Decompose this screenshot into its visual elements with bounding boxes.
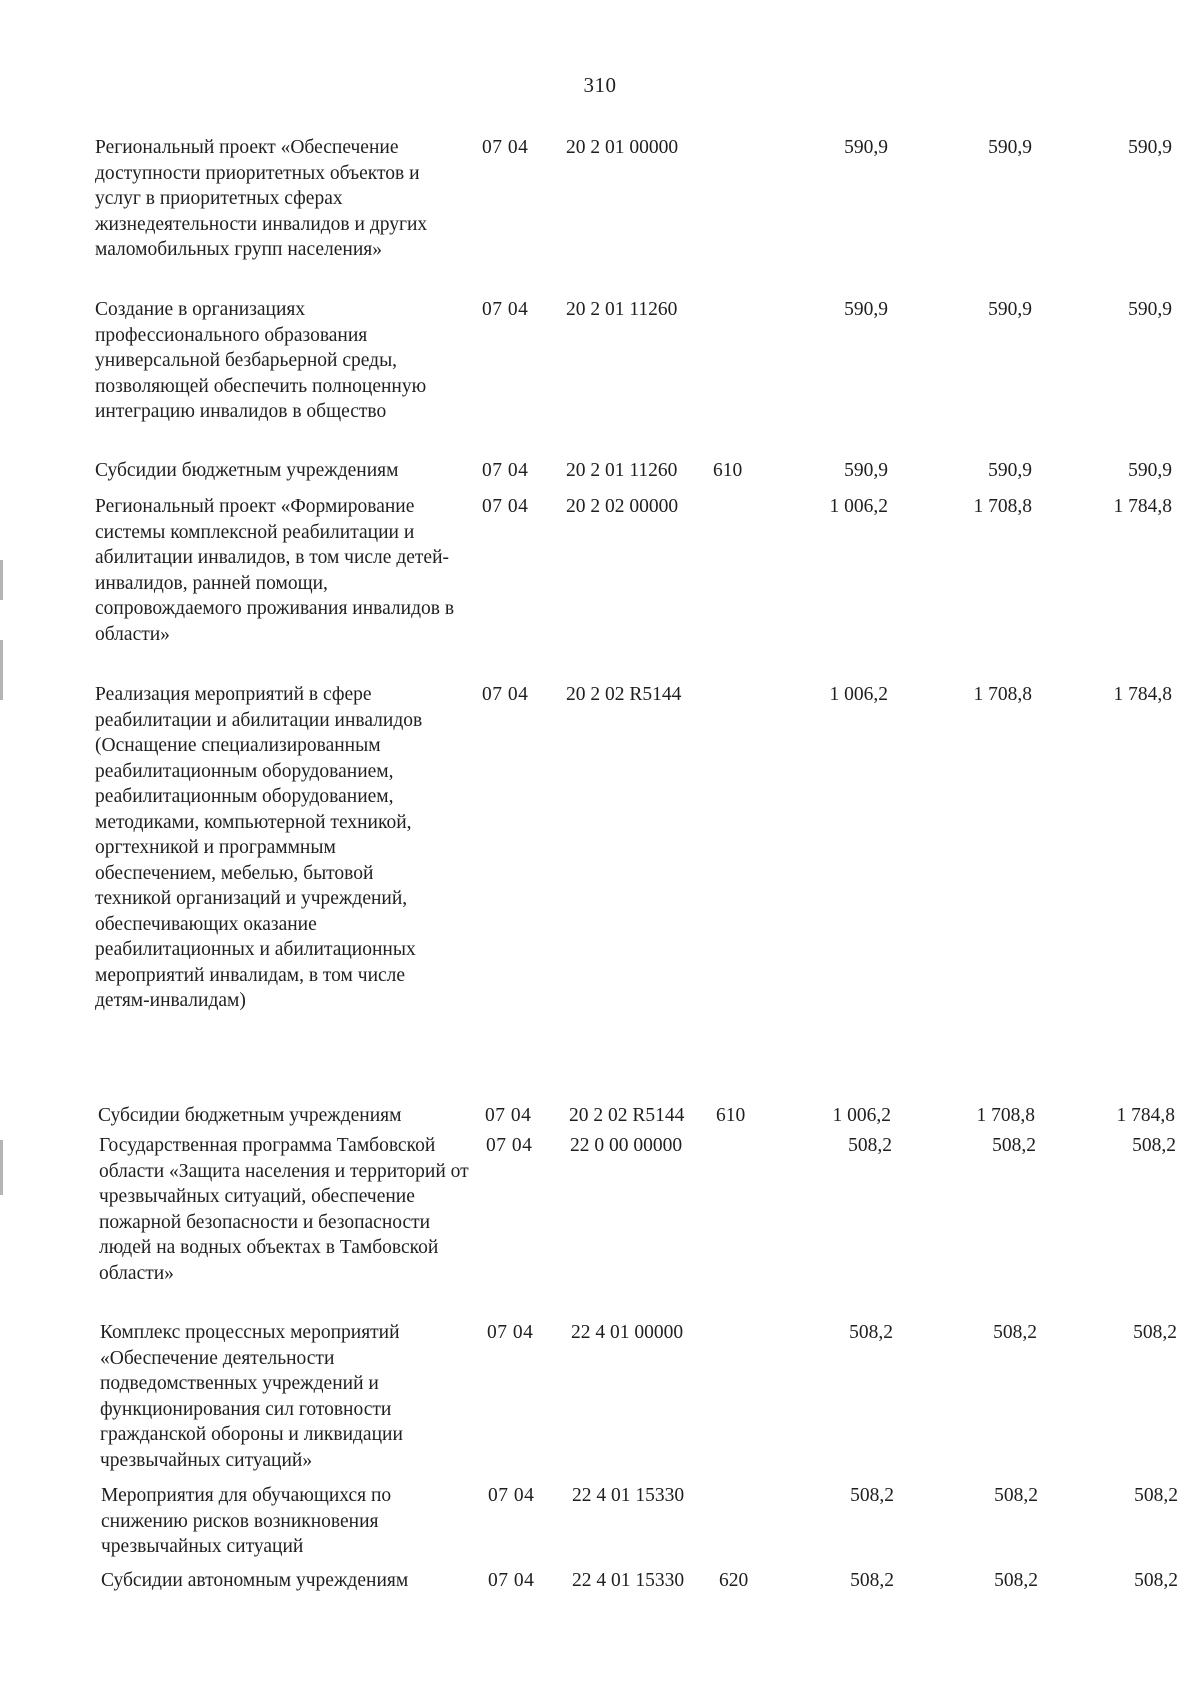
scan-artifact xyxy=(0,640,3,700)
row-name: Субсидии бюджетным учреждениям xyxy=(95,460,399,481)
row-value-3: 1 784,8 xyxy=(1113,684,1172,705)
row-value-1: 508,2 xyxy=(849,1322,893,1343)
row-value-1: 508,2 xyxy=(850,1570,894,1591)
row-target-code: 22 0 00 00000 xyxy=(570,1135,683,1156)
row-name: Субсидии автономным учреждениям xyxy=(101,1570,409,1591)
row-target-code: 20 2 02 R5144 xyxy=(566,684,682,705)
row-value-3: 1 784,8 xyxy=(1116,1105,1175,1126)
row-name: Региональный проект «Формирование системы комплексной реабилитации и абилитации инвалидов, в том числе детей-инвалидов, ранней помощи, сопровождаемого проживания инвалидов в области» xyxy=(95,496,455,645)
row-value-2: 1 708,8 xyxy=(973,684,1032,705)
row-expense-type: 610 xyxy=(713,460,743,481)
row-name: Государственная программа Тамбовской области «Защита населения и территорий от чрезвычайных ситуаций, обеспечение пожарной безопасности и безопасности людей на водных объектах в Тамбовской области» xyxy=(99,1135,469,1284)
row-value-3: 590,9 xyxy=(1128,137,1172,158)
scan-artifact xyxy=(0,1140,3,1195)
row-value-1: 508,2 xyxy=(848,1135,892,1156)
row-value-1: 590,9 xyxy=(844,299,888,320)
row-name: Мероприятия для обучающихся по снижению рисков возникновения чрезвычайных ситуаций xyxy=(101,1485,392,1557)
row-section: 07 04 xyxy=(487,1322,534,1343)
row-value-1: 590,9 xyxy=(844,137,888,158)
row-value-1: 590,9 xyxy=(844,460,888,481)
row-target-code: 20 2 01 11260 xyxy=(566,460,678,481)
scan-artifact xyxy=(0,560,3,600)
row-section: 07 04 xyxy=(482,496,529,517)
row-name: Субсидии бюджетным учреждениям xyxy=(98,1105,402,1126)
row-value-3: 590,9 xyxy=(1128,299,1172,320)
row-section: 07 04 xyxy=(488,1570,535,1591)
row-value-3: 508,2 xyxy=(1134,1485,1178,1506)
row-section: 07 04 xyxy=(485,1105,532,1126)
row-name: Комплекс процессных мероприятий «Обеспечение деятельности подведомственных учреждений и функционирования сил готовности гражданской обороны и ликвидации чрезвычайных ситуаций» xyxy=(100,1322,403,1471)
row-value-3: 508,2 xyxy=(1133,1322,1177,1343)
row-target-code: 22 4 01 15330 xyxy=(572,1485,685,1506)
row-value-2: 508,2 xyxy=(994,1485,1038,1506)
row-value-2: 590,9 xyxy=(988,299,1032,320)
row-value-2: 508,2 xyxy=(994,1570,1038,1591)
row-name: Региональный проект «Обеспечение доступности приоритетных объектов и услуг в приоритетных сферах жизнедеятельности инвалидов и других маломобильных групп населения» xyxy=(95,137,428,260)
row-section: 07 04 xyxy=(482,684,529,705)
row-target-code: 20 2 01 00000 xyxy=(566,137,679,158)
row-value-1: 1 006,2 xyxy=(832,1105,891,1126)
row-expense-type: 610 xyxy=(716,1105,746,1126)
row-value-3: 1 784,8 xyxy=(1113,496,1172,517)
row-section: 07 04 xyxy=(486,1135,533,1156)
row-target-code: 22 4 01 15330 xyxy=(572,1570,685,1591)
row-value-2: 508,2 xyxy=(993,1322,1037,1343)
row-expense-type: 620 xyxy=(719,1570,749,1591)
row-value-2: 590,9 xyxy=(988,460,1032,481)
row-value-1: 508,2 xyxy=(850,1485,894,1506)
row-value-2: 1 708,8 xyxy=(973,496,1032,517)
row-value-2: 590,9 xyxy=(988,137,1032,158)
page-number: 310 xyxy=(583,73,617,97)
row-target-code: 20 2 01 11260 xyxy=(566,299,678,320)
row-value-2: 508,2 xyxy=(992,1135,1036,1156)
row-value-3: 508,2 xyxy=(1132,1135,1176,1156)
row-section: 07 04 xyxy=(482,460,529,481)
row-value-1: 1 006,2 xyxy=(829,496,888,517)
row-target-code: 22 4 01 00000 xyxy=(571,1322,684,1343)
row-value-1: 1 006,2 xyxy=(829,684,888,705)
row-value-3: 508,2 xyxy=(1134,1570,1178,1591)
row-section: 07 04 xyxy=(482,137,529,158)
row-value-3: 590,9 xyxy=(1128,460,1172,481)
row-name: Создание в организациях профессионального образования универсальной безбарьерной среды, позволяющей обеспечить полноценную интеграцию инвалидов в общество xyxy=(95,299,427,422)
row-section: 07 04 xyxy=(482,299,529,320)
row-target-code: 20 2 02 00000 xyxy=(566,496,679,517)
row-value-2: 1 708,8 xyxy=(976,1105,1035,1126)
row-name: Реализация мероприятий в сфере реабилитации и абилитации инвалидов (Оснащение специализированным реабилитационным оборудованием, реабилитационным оборудованием, методиками, компьютерной техникой, оргтехникой и программным обеспечением, мебелью, бытовой техникой организаций и учреждений, обеспечивающих оказание реабилитационных и абилитационных мероприятий инвалидам, в том числе детям-инвалидам) xyxy=(95,684,423,1011)
row-target-code: 20 2 02 R5144 xyxy=(569,1105,685,1126)
row-section: 07 04 xyxy=(488,1485,535,1506)
